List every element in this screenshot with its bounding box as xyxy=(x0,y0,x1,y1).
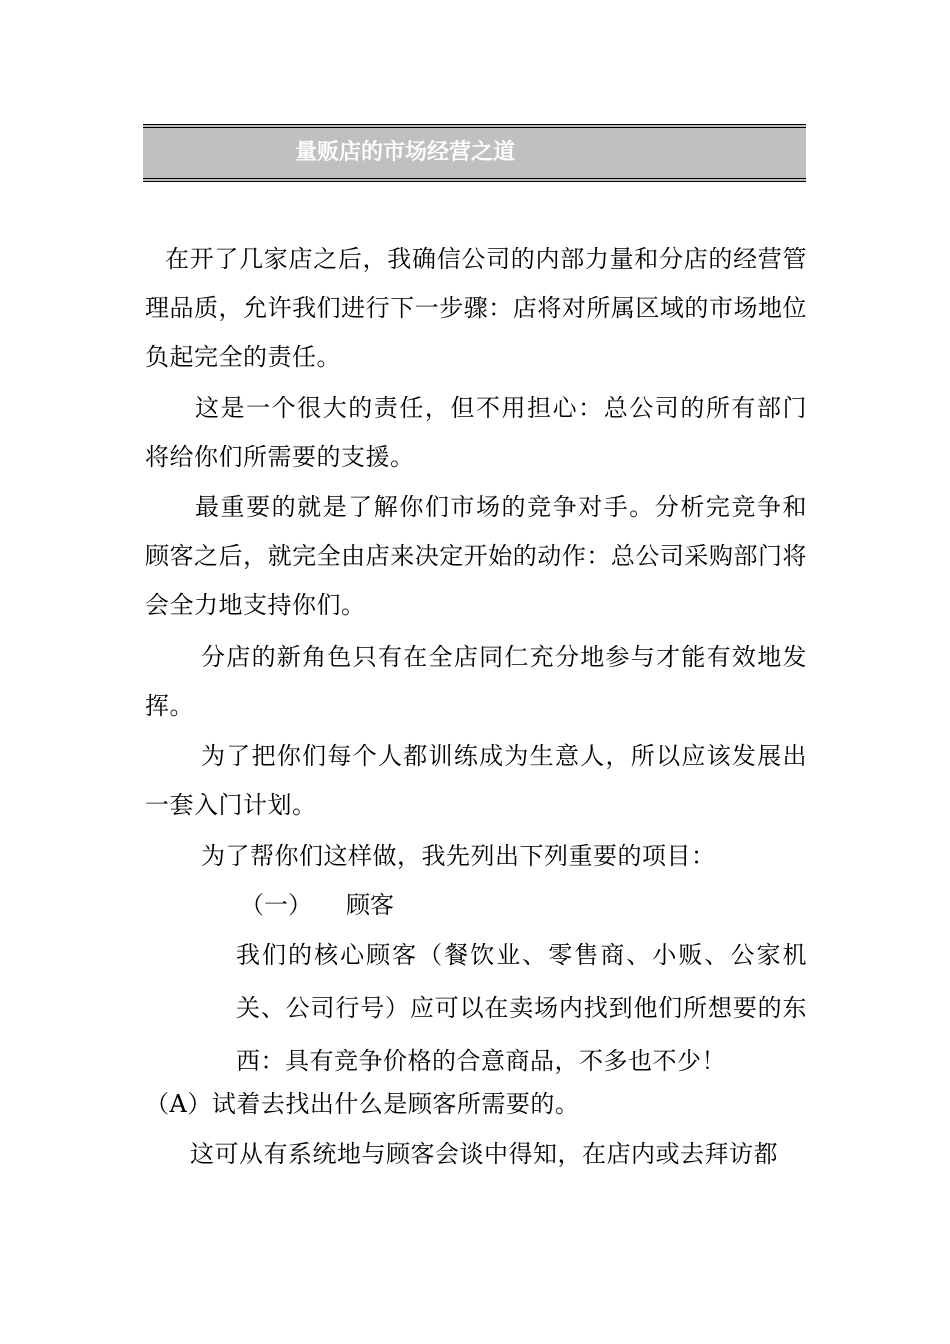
paragraph-6: 为了帮你们这样做，我先列出下列重要的项目： xyxy=(201,842,716,870)
last-line: 这可从有系统地与顾客会谈中得知，在店内或去拜访都 xyxy=(190,1140,778,1168)
section-body: 我们的核心顾客（餐饮业、零售商、小贩、公家机关、公司行号）应可以在卖场内找到他们所想要的东西：具有竞争价格的合意商品，不多也不少！ xyxy=(236,941,807,1075)
document-title: 量贩店的市场经营之道 xyxy=(295,140,516,165)
paragraph-4: 分店的新角色只有在全店同仁充分地参与才能有效地发挥。 xyxy=(145,643,807,720)
paragraph-3: 最重要的就是了解你们市场的竞争对手。分析完竞争和顾客之后，就完全由店来决定开始的动作：总公司采购部门将会全力地支持你们。 xyxy=(145,493,807,619)
section-title: 顾客 xyxy=(346,891,394,919)
title-banner xyxy=(143,124,806,182)
paragraph-2: 这是一个很大的责任，但不用担心：总公司的所有部门将给你们所需要的支援。 xyxy=(145,394,807,471)
section-heading xyxy=(240,881,394,930)
sub-item-a: （A）试着去找出什么是顾客所需要的。 xyxy=(145,1090,580,1118)
paragraph-5: 为了把你们每个人都训练成为生意人，所以应该发展出一套入门计划。 xyxy=(145,742,807,819)
section-number: （一） xyxy=(240,891,312,919)
paragraph-1: 在开了几家店之后，我确信公司的内部力量和分店的经营管理品质，允许我们进行下一步骤：店将对所属区域的市场地位负起完全的责任。 xyxy=(145,245,807,371)
